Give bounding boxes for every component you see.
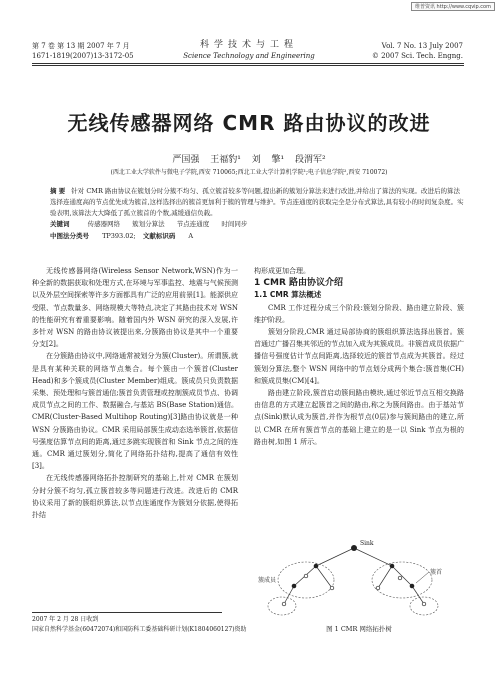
watermark-stamp[interactable]: 维普资讯 http://www.cqvip.com: [411, 2, 495, 11]
sink-node: [351, 545, 357, 551]
author-affiliation: (西北工业大学软件与微电子学院,西安 710065;西北工业大学计算机学院¹;电子信息学院²,西安 710072): [110, 169, 388, 176]
abstract: [50, 186, 464, 219]
cluster-member-node: [398, 576, 402, 580]
header-copyright: © 2007 Sci. Tech. Engng.: [371, 52, 463, 60]
keyword-item: 节点连通度: [176, 220, 210, 228]
cluster-member-node: [304, 574, 308, 578]
subsection-heading: 1.1 CMR 算法概述: [254, 290, 322, 300]
left-column: [32, 265, 238, 521]
cluster-member-label: 簇成员: [258, 577, 277, 584]
header-issue: 第 7 卷 第 13 期 2007 年 7 月: [32, 42, 130, 50]
footnote-received: 2007 年 2 月 28 日收到: [32, 616, 99, 623]
cluster-member-node: [376, 586, 380, 590]
cluster-head-label: 簇首: [430, 569, 443, 576]
body-paragraph: 构形成更加合理。: [254, 267, 310, 275]
keywords: [50, 219, 247, 228]
body-paragraph: 无线传感器网络(Wireless Sensor Network,WSN)作为一种全新的数据获取和处理方式,在环境与军事监控、地震与气候预测以及外层空间探索等许多方面都具有广泛的应用前景[1]。能源供应受限、节点数量多、网络规模大等特点,决定了其路由技术对 WSN 的性能研究有着重要影响。随着国内外 WSN 研究的深入发展,许多针对 WSN 的路由协议被提出来,分簇路由协议是其中一个重要分支[2]。: [32, 267, 238, 349]
header-rule-thin: [32, 65, 464, 66]
body-paragraph: 在无线传感器网络拓扑控制研究的基础上,针对 CMR 在簇划分时分簇不均匀,孤立簇首较多等问题进行改进。改进后的 CMR 协议采用了新的簇组织算法,以节点连通度作为簇划分依据,使得拓扑结: [32, 474, 238, 520]
right-column: [254, 265, 464, 448]
body-paragraph: 簇划分阶段,CMR 通过局部协商的簇组织算法选择出簇首。簇首通过广播召集其邻近的节点加入成为其簇成员。非簇首成员依据广播信号强度估计节点间距离,选择较近的簇首节点成为其簇首。经过簇划分算法,整个 WSN 网络中的节点划分成两个集合:簇首集(CH)和簇成员集(CM)[4]。: [254, 328, 464, 385]
journal-title-cn: 科学技术与工程: [199, 40, 298, 50]
doc-code: A: [188, 232, 194, 240]
author-list: 严国强 王福豹¹ 刘 擎¹ 段渭军²: [172, 155, 326, 165]
body-paragraph: 路由建立阶段,簇首启动簇间路由模块,通过邻近节点互相交换路由信息的方式建立起簇首之间的路由,称之为簇间路由。由于基站节点(Sink)默认成为簇首,并作为根节点(0层)参与簇间路由的建立,所以 CMR 在所有簇首节点的基础上建立的是一以 Sink 节点为根的路由树,如图 1 所示。: [254, 389, 464, 446]
keyword-item: 簇划分算法: [132, 220, 165, 228]
header-issn: 1671-1819(2007)13-3172-05: [32, 52, 134, 60]
cluster-member-node: [330, 586, 334, 590]
topology-tree-figure: [254, 536, 464, 622]
journal-title-en: Science Technology and Engineering: [183, 52, 315, 60]
cluster-head-node: [292, 584, 297, 589]
header-volume: Vol. 7 No. 13 July 2007: [381, 42, 463, 50]
body-paragraph: 在分簇路由协议中,网络通常被划分为簇(Cluster)。所谓簇,就是具有某种关联的网络节点集合。每个簇由一个簇首(Cluster Head)和多个簇成员(Cluster Member)组成。簇成员只负责数据采集、预处理和与簇首通信;簇首负责管理或控制簇成员节点、协调成员节点之间的工作、数据融合,与基站 BS(Base Station)通信。CMR(Cluster-Based Multihop Routing)[3]路由协议就是一种 WSN 分簇路由协议。CMR 采用局部簇生成动态选举簇首,依据信号强度估算节点间的距离,通过多跳实现簇首和 Sink 节点之间的连通。CMR 通过簇划分,简化了网络拓扑结构,提高了通信有效性[3]。: [32, 352, 238, 471]
section-heading: 1 CMR 路由协议介绍: [254, 278, 344, 289]
cluster-head-node: [390, 564, 395, 569]
keyword-item: 传感器网络: [87, 220, 121, 228]
header-rule: [32, 63, 464, 64]
abstract-text: 针对 CMR 路由协议在簇划分时分簇不均匀、孤立簇首较多等问题,提出新的簇划分算法来进行改进,并给出了算法的实现。改进后的算法选择连通度高的节点优先成为簇首,这样选择出的簇首更加利于簇的管理与维护。节点连通度的获取完全是分布式算法,具有较小的时间复杂度。实验表明,该算法大大降低了孤立簇首的个数,减缓通信负载。: [50, 187, 464, 217]
sink-label: Sink: [360, 540, 374, 547]
classification: [50, 231, 193, 240]
cluster-member-node: [282, 602, 286, 606]
doc-code-label: 文献标识码: [142, 232, 176, 240]
cluster-head-node: [410, 584, 415, 589]
paper-title: 无线传感器网络 CMR 路由协议的改进: [67, 111, 431, 135]
abstract-label: 摘 要: [50, 187, 66, 195]
keywords-label: 关键词: [50, 220, 70, 228]
footnote-rule: [32, 612, 222, 613]
footnote-funding: 国家自然科学基金(60472074)和国防科工委基础科研计划(K1804060127)资助: [32, 626, 247, 633]
classification-code: TP393.02;: [102, 232, 136, 240]
keyword-item: 时间同步: [221, 220, 248, 228]
cluster-member-node: [422, 602, 426, 606]
cluster-head-node: [314, 564, 319, 569]
figure-caption: 图 1 CMR 网络拓扑树: [326, 625, 392, 633]
body-paragraph: CMR 工作过程分成三个阶段:簇划分阶段、路由建立阶段、簇维护阶段。: [254, 303, 464, 324]
classification-label: 中图法分类号: [50, 232, 89, 240]
